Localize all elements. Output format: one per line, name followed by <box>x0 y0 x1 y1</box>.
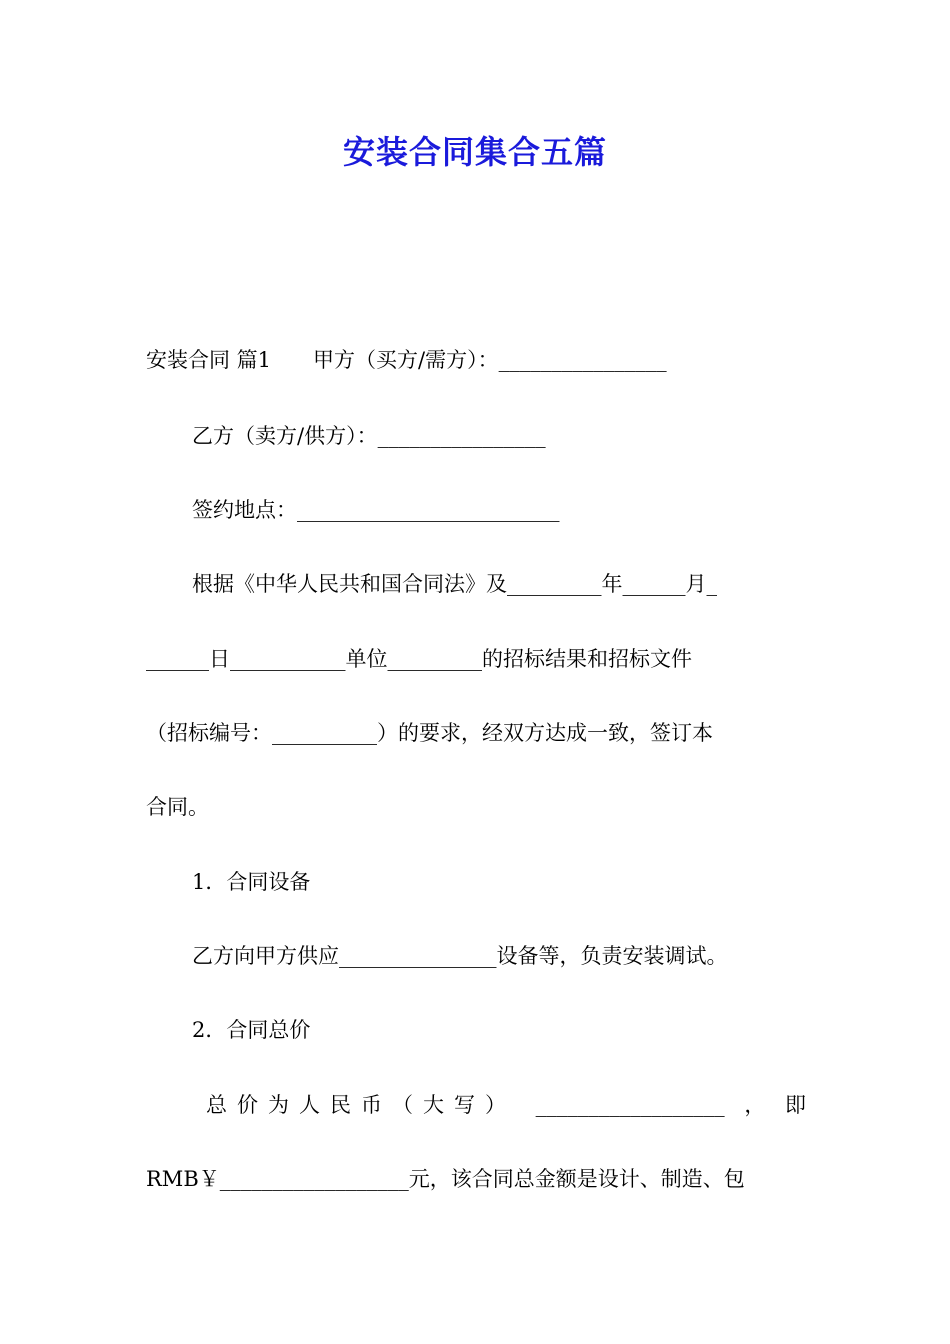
paragraph-line-signing-place: 签约地点：_________________________ <box>192 498 560 522</box>
paragraph-line-equipment: 乙方向甲方供应_______________设备等，负责安装调试。 <box>192 944 728 968</box>
paragraph-line-party-b: 乙方（卖方/供方）：________________ <box>192 424 546 448</box>
paragraph-line-total-price-2: RMB￥__________________元，该合同总金额是设计、制造、包 <box>146 1167 745 1191</box>
section-heading-equipment: 1．合同设备 <box>192 870 311 894</box>
section-heading-total-price: 2．合同总价 <box>192 1018 311 1042</box>
paragraph-line-basis-1: 根据《中华人民共和国合同法》及_________年______月_ <box>192 572 717 596</box>
paragraph-line-basis-2: ______日___________单位_________的招标结果和招标文件 <box>146 647 692 671</box>
paragraph-line-party-a: 安装合同 篇1 甲方（买方/需方）：________________ <box>146 348 667 372</box>
total-price-blank: __________________ <box>535 1093 725 1117</box>
total-price-label: 总价为人民币（大写） <box>206 1093 516 1117</box>
total-price-comma: ， <box>744 1093 766 1117</box>
paragraph-line-total-price-1 <box>206 1089 806 1121</box>
total-price-namely: 即 <box>784 1093 806 1117</box>
paragraph-line-basis-3: （招标编号：__________）的要求，经双方达成一致，签订本 <box>146 721 713 745</box>
paragraph-line-basis-4: 合同。 <box>146 795 209 819</box>
document-title: 安装合同集合五篇 <box>342 133 607 171</box>
